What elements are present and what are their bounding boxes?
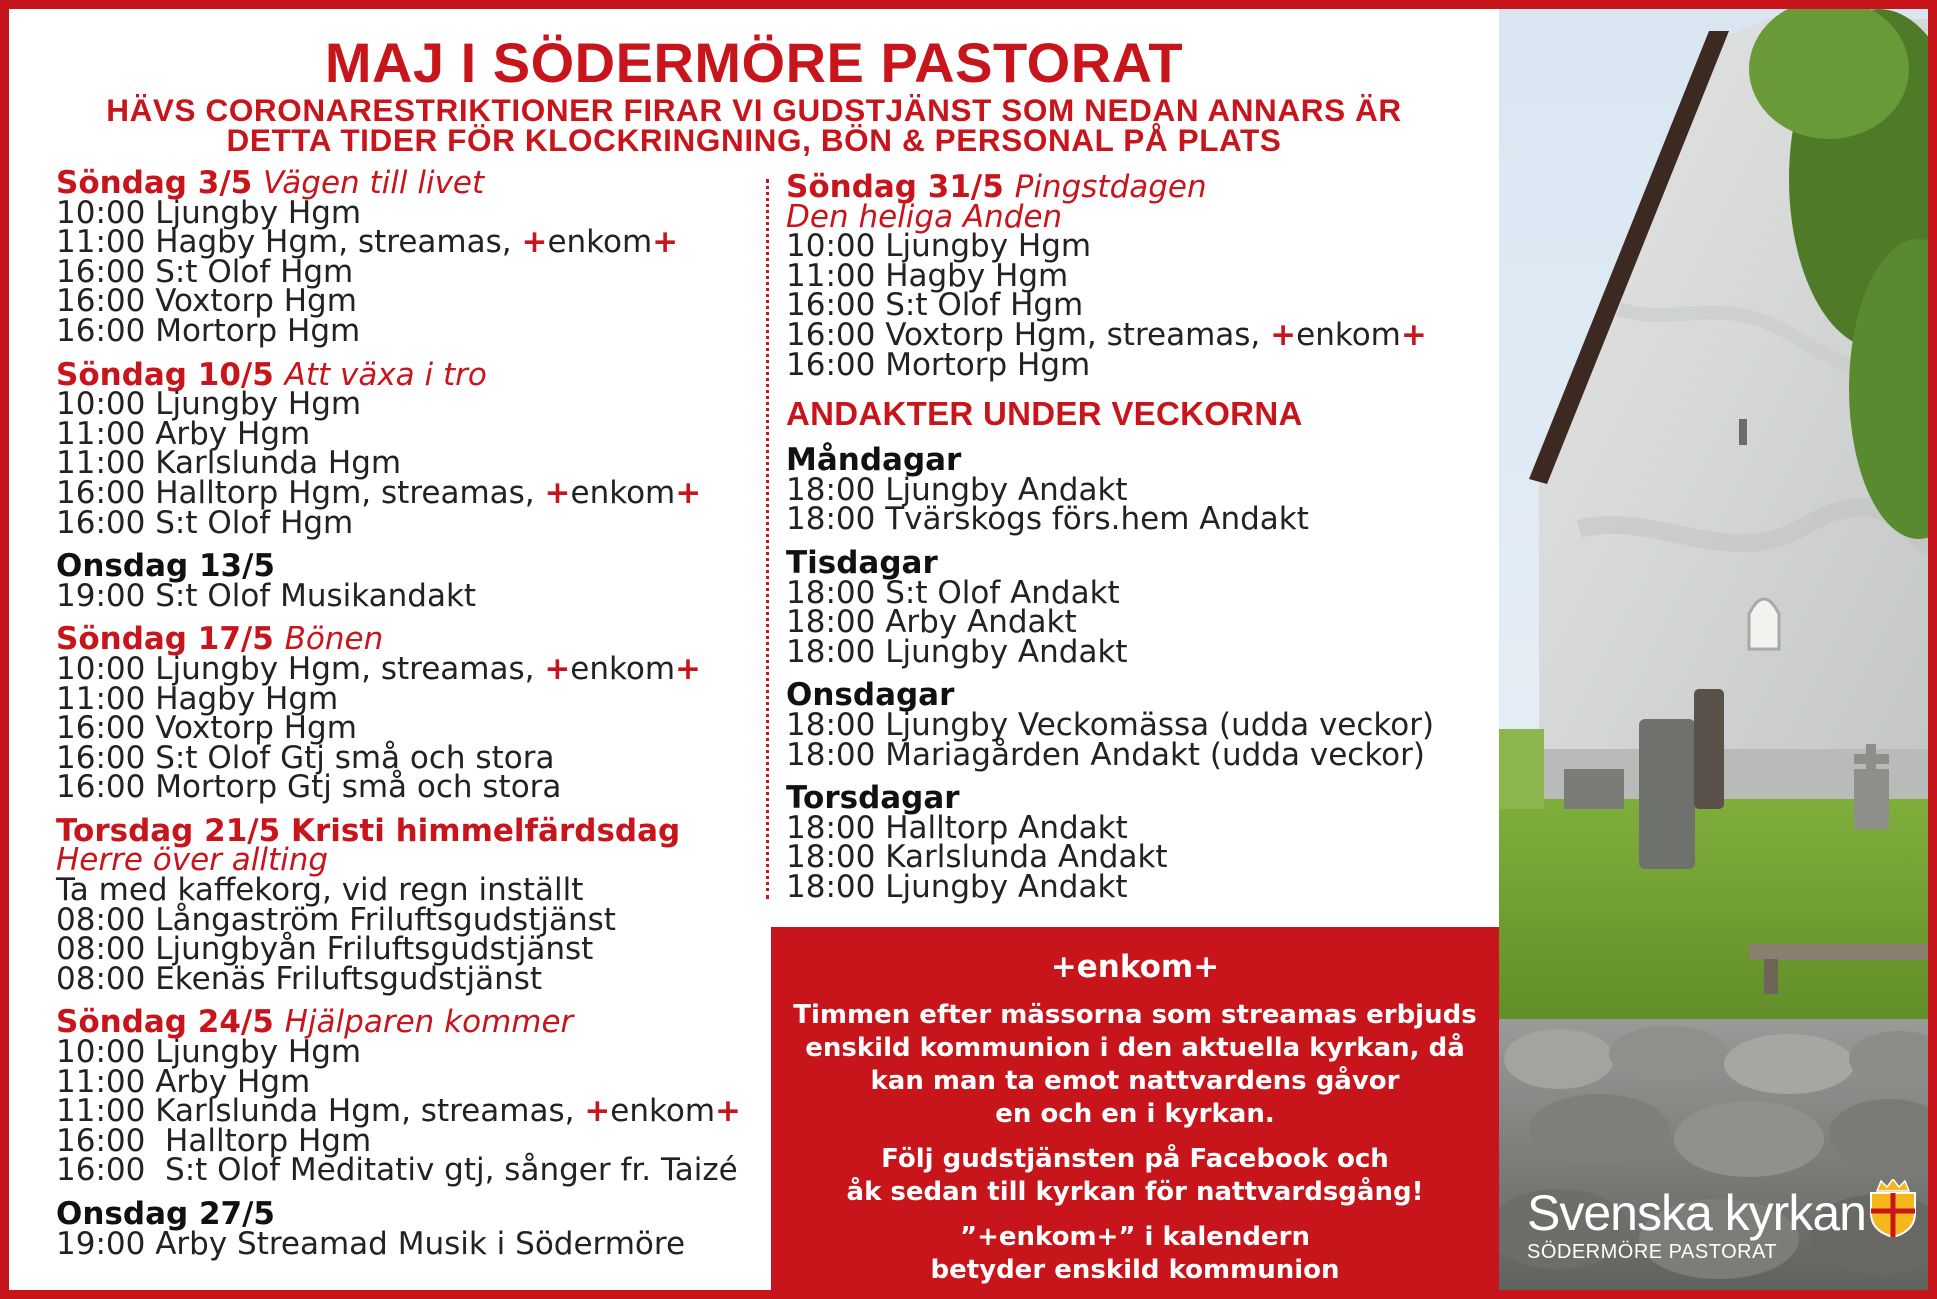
plus-icon: + <box>1400 316 1427 353</box>
service-line: 16:00 Voxtorp Hgm <box>56 710 357 747</box>
service-line: 11:00 Hagby Hgm <box>56 680 339 717</box>
service-theme-2: Den heliga Anden <box>786 198 1063 235</box>
service-line: 16:00 Mortorp Hgm <box>56 312 361 349</box>
crown-crest-icon <box>1867 1179 1919 1241</box>
service-block <box>786 169 1506 383</box>
service-line: 16:00 S:t Olof Meditativ gtj, sånger fr. Taizé <box>56 1152 738 1189</box>
info-line: ”+enkom+” i kalendern <box>960 1222 1310 1252</box>
logo-subtitle: SÖDERMÖRE PASTORAT <box>1527 1241 1778 1263</box>
service-block <box>56 621 766 806</box>
service-line: 11:00 Hagby Hgm <box>786 257 1069 294</box>
enkom-label: enkom <box>570 650 676 687</box>
service-line: 18:00 Ljungby Andakt <box>786 868 1128 905</box>
weekday-heading: Tisdagar <box>786 544 938 581</box>
service-line: 19:00 Arby Streamad Musik i Södermöre <box>56 1225 686 1262</box>
service-day: Söndag 24/5 <box>56 1004 274 1041</box>
service-line: 16:00 S:t Olof Hgm <box>56 504 354 541</box>
service-line: 08:00 Ljungbyån Friluftsgudstjänst <box>56 931 594 968</box>
service-line: 08:00 Ekenäs Friluftsgudstjänst <box>56 960 543 997</box>
service-line: 18:00 Halltorp Andakt <box>786 809 1128 846</box>
service-line: 18:00 Tvärskogs förs.hem Andakt <box>786 501 1309 538</box>
service-day: Söndag 3/5 <box>56 165 253 201</box>
plus-icon: + <box>715 1093 742 1130</box>
service-line: Ta med kaffekorg, vid regn inställt <box>56 872 584 909</box>
info-paragraph <box>771 1221 1499 1287</box>
service-line: 10:00 Ljungby Hgm <box>786 228 1092 265</box>
service-line: 10:00 Ljungby Hgm <box>56 194 362 231</box>
info-paragraph <box>771 999 1499 1131</box>
info-line: Följ gudstjänsten på Facebook och <box>881 1144 1389 1174</box>
info-line: en och en i kyrkan. <box>995 1099 1275 1129</box>
service-block <box>56 356 766 541</box>
service-theme: Bönen <box>284 621 384 658</box>
weekday-heading: Måndagar <box>786 442 962 479</box>
service-line: 08:00 Långaström Friluftsgudstjänst <box>56 901 616 938</box>
service-line-text: 10:00 Ljungby Hgm, streamas, <box>56 650 545 687</box>
service-line: 11:00 Karlslunda Hgm <box>56 445 402 482</box>
plus-icon: + <box>652 224 679 261</box>
service-theme: Pingstdagen <box>1014 169 1207 205</box>
service-theme: Hjälparen kommer <box>284 1004 574 1041</box>
enkom-info-box <box>771 927 1499 1299</box>
plus-icon: + <box>1050 949 1077 985</box>
service-line-text: 16:00 Halltorp Hgm, streamas, <box>56 474 545 511</box>
weekday-heading: Torsdagar <box>786 780 960 817</box>
service-line: 16:00 Voxtorp Hgm <box>56 283 357 320</box>
weekday-block <box>786 442 1506 538</box>
service-line: 18:00 Ljungby Andakt <box>786 471 1128 508</box>
service-line-text: 11:00 Hagby Hgm, streamas, <box>56 224 522 261</box>
plus-icon: + <box>544 474 571 511</box>
service-day: Onsdag 27/5 <box>56 1196 275 1232</box>
service-day: Söndag 10/5 <box>56 356 274 393</box>
weekday-block <box>786 677 1506 773</box>
info-line: enskild kommunion i den aktuella kyrkan, då <box>805 1033 1465 1063</box>
service-line: 10:00 Ljungby Hgm <box>56 1034 362 1071</box>
service-line: 16:00 Mortorp Gtj små och stora <box>56 769 562 806</box>
service-line: 16:00 Halltorp Hgm <box>56 1122 372 1159</box>
info-title <box>771 947 1499 987</box>
plus-icon: + <box>675 650 702 687</box>
weekday-block <box>786 780 1506 905</box>
section-title: ANDAKTER UNDER VECKORNA <box>786 395 1303 433</box>
plus-icon: + <box>584 1093 611 1130</box>
svenska-kyrkan-logo <box>1527 1187 1866 1265</box>
service-line: 16:00 S:t Olof Hgm <box>786 287 1084 324</box>
info-line: åk sedan till kyrkan för nattvardsgång! <box>846 1177 1424 1207</box>
info-line: betyder enskild kommunion <box>930 1255 1340 1285</box>
enkom-label: enkom <box>610 1093 716 1130</box>
service-block <box>56 1196 766 1262</box>
service-day: Onsdag 13/5 <box>56 548 275 585</box>
plus-icon: + <box>675 474 702 511</box>
info-line: Timmen efter mässorna som streamas erbjuds <box>793 1000 1477 1030</box>
logo-name: Svenska kyrkan <box>1527 1185 1866 1241</box>
enkom-label: enkom <box>570 474 676 511</box>
service-line: 16:00 S:t Olof Hgm <box>56 253 354 290</box>
service-block <box>56 548 766 614</box>
service-line: 11:00 Arby Hgm <box>56 415 311 452</box>
page-title: MAJ I SÖDERMÖRE PASTORAT <box>324 31 1184 94</box>
info-line: kan man ta emot nattvardens gåvor <box>870 1066 1400 1096</box>
info-paragraph <box>771 1143 1499 1209</box>
plus-icon: + <box>544 650 571 687</box>
left-column <box>56 165 766 1273</box>
subtitle-line-2: DETTA TIDER FÖR KLOCKRINGNING, BÖN & PERSONAL PÅ PLATS <box>226 122 1282 158</box>
service-line: 19:00 S:t Olof Musikandakt <box>56 577 477 614</box>
service-day: Söndag 31/5 <box>786 169 1004 205</box>
service-day: Söndag 17/5 <box>56 621 274 658</box>
service-line-text: 16:00 Voxtorp Hgm, streamas, <box>786 316 1271 353</box>
service-block <box>56 165 766 349</box>
plus-icon: + <box>1193 949 1220 985</box>
service-line: 18:00 Ljungby Andakt <box>786 633 1128 670</box>
column-divider <box>766 179 769 899</box>
service-theme: Att växa i tro <box>284 356 487 393</box>
enkom-label: enkom <box>1296 316 1401 353</box>
service-line: 18:00 Arby Andakt <box>786 604 1077 641</box>
service-day: Torsdag 21/5 Kristi himmelfärdsdag <box>56 812 681 849</box>
service-line: 18:00 Mariagården Andakt (udda veckor) <box>786 736 1425 773</box>
service-block <box>56 812 766 997</box>
info-title-text: enkom <box>1076 949 1194 985</box>
service-theme: Vägen till livet <box>263 165 485 201</box>
service-line: 18:00 Ljungby Veckomässa (udda veckor) <box>786 706 1435 743</box>
service-line: 11:00 Arby Hgm <box>56 1063 311 1100</box>
weekday-block <box>786 544 1506 670</box>
service-block <box>56 1004 766 1189</box>
weekday-heading: Onsdagar <box>786 677 955 714</box>
service-line: 18:00 S:t Olof Andakt <box>786 574 1120 611</box>
right-column <box>786 169 1506 916</box>
plus-icon: + <box>1270 316 1297 353</box>
service-line-text: 11:00 Karlslunda Hgm, streamas, <box>56 1093 585 1130</box>
enkom-label: enkom <box>547 224 653 261</box>
service-line: 18:00 Karlslunda Andakt <box>786 839 1168 876</box>
service-line: 16:00 S:t Olof Gtj små och stora <box>56 739 555 776</box>
church-photo-illustration <box>1499 9 1937 1299</box>
plus-icon: + <box>521 224 548 261</box>
service-line: 16:00 Mortorp Hgm <box>786 346 1091 383</box>
title-block <box>9 31 1499 158</box>
service-theme: Herre över allting <box>56 842 329 879</box>
service-line: 10:00 Ljungby Hgm <box>56 386 362 423</box>
subtitle-line-1: HÄVS CORONARESTRIKTIONER FIRAR VI GUDSTJÄNST SOM NEDAN ANNARS ÄR <box>106 92 1402 128</box>
church-photo <box>1499 9 1937 1299</box>
